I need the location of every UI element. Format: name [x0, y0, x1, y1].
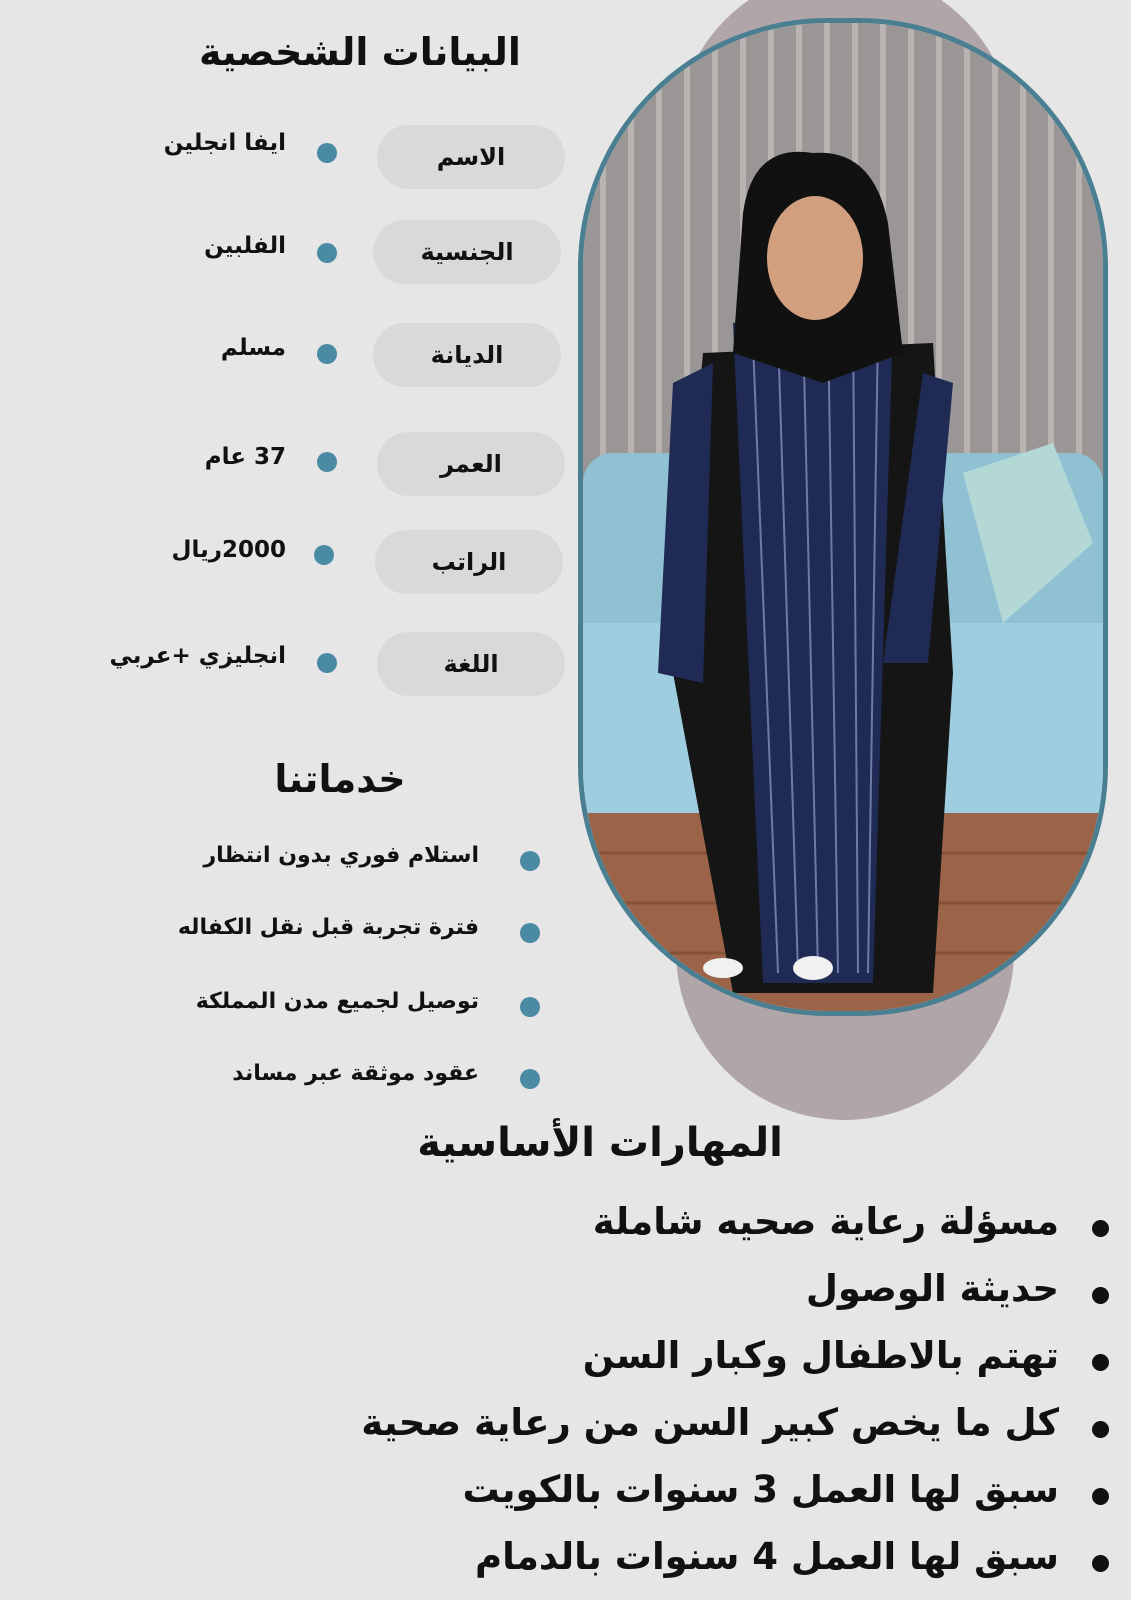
skill-item: مسؤلة رعاية صحيه شاملة	[592, 1200, 1059, 1243]
service-item: استلام فوري بدون انتظار	[203, 843, 479, 868]
label-age: العمر	[377, 432, 565, 496]
value-age: 37 عام	[204, 444, 286, 470]
service-item: توصيل لجميع مدن المملكة	[195, 989, 479, 1014]
bullet-dot	[1092, 1488, 1109, 1505]
value-nationality: الفلبين	[204, 233, 286, 259]
value-religion: مسلم	[220, 335, 286, 361]
service-item: فترة تجربة قبل نقل الكفاله	[177, 915, 479, 940]
bullet-dot	[520, 923, 540, 943]
label-nationality: الجنسية	[373, 220, 561, 284]
worker-photo-illustration	[583, 23, 1103, 1011]
skill-item: سبق لها العمل 4 سنوات بالدمام	[474, 1535, 1059, 1578]
bullet-dot	[314, 545, 334, 565]
bullet-dot	[317, 243, 337, 263]
bullet-dot	[1092, 1555, 1109, 1572]
value-salary: 2000ريال	[171, 537, 286, 563]
bullet-dot	[317, 143, 337, 163]
bullet-dot	[317, 452, 337, 472]
bullet-dot	[520, 851, 540, 871]
skill-item: سبق لها العمل 3 سنوات بالكويت	[462, 1468, 1059, 1511]
skill-item: تهتم بالاطفال وكبار السن	[582, 1334, 1059, 1377]
skill-item: حديثة الوصول	[805, 1267, 1059, 1310]
bullet-dot	[520, 1069, 540, 1089]
worker-photo	[578, 18, 1108, 1016]
bullet-dot	[1092, 1354, 1109, 1371]
label-language: اللغة	[377, 632, 565, 696]
bullet-dot	[520, 997, 540, 1017]
bullet-dot	[1092, 1421, 1109, 1438]
bullet-dot	[317, 344, 337, 364]
label-salary: الراتب	[375, 530, 563, 594]
label-name: الاسم	[377, 125, 565, 189]
value-name: ايفا انجلين	[163, 130, 286, 156]
service-item: عقود موثقة عبر مساند	[232, 1061, 479, 1086]
services-title: خدماتنا	[274, 757, 406, 801]
bullet-dot	[1092, 1287, 1109, 1304]
bullet-dot	[1092, 1220, 1109, 1237]
skill-item: كل ما يخص كبير السن من رعاية صحية	[361, 1401, 1059, 1444]
label-religion: الديانة	[373, 323, 561, 387]
bullet-dot	[317, 653, 337, 673]
personal-data-title: البيانات الشخصية	[199, 30, 521, 74]
value-language: انجليزي +عربي	[109, 643, 286, 669]
skills-title: المهارات الأساسية	[417, 1120, 783, 1166]
